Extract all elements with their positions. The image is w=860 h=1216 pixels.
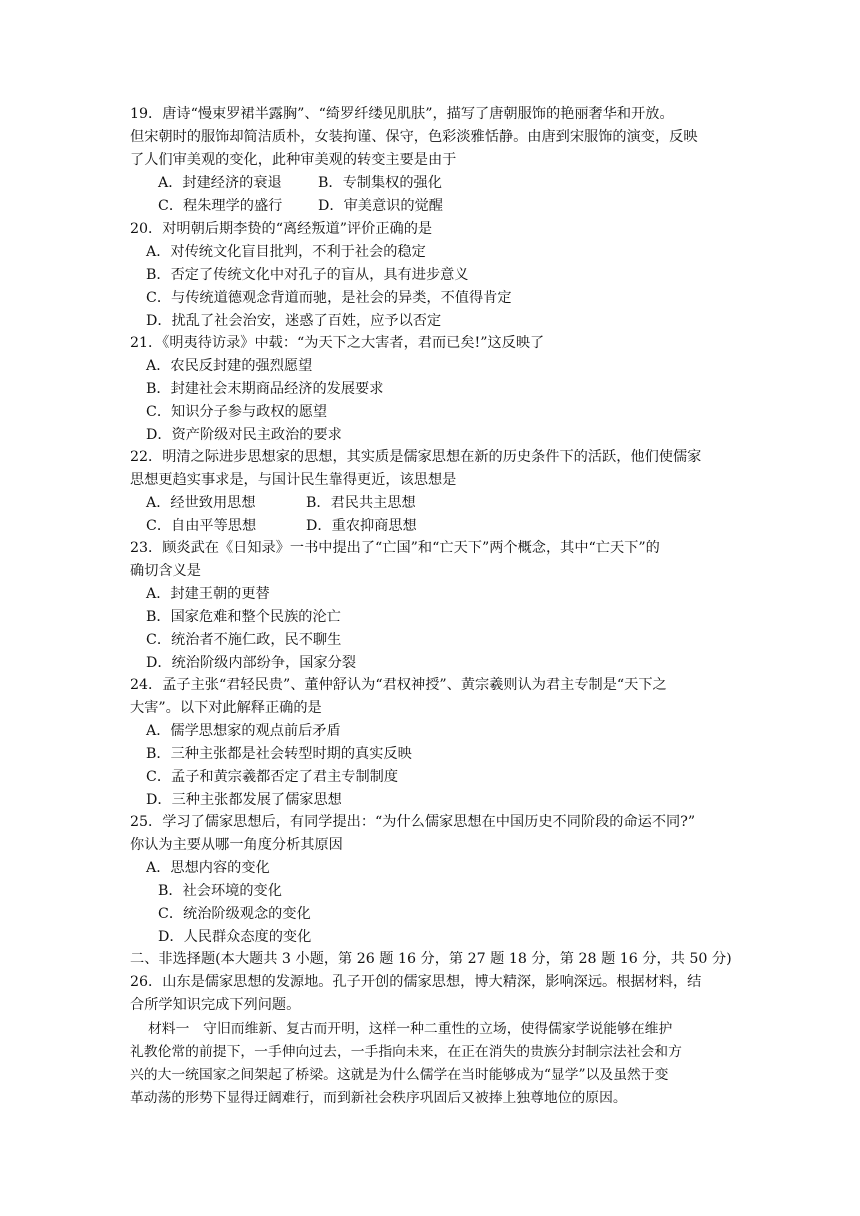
q20-option-d: D．扰乱了社会治安，迷惑了百姓，应予以否定 — [146, 313, 442, 329]
q25-line-2: 你认为主要从哪一角度分析其原因 — [130, 837, 343, 853]
q23-option-b: B．国家危难和整个民族的沦亡 — [146, 609, 341, 625]
q20-option-a: A．对传统文化盲目批判，不利于社会的稳定 — [146, 244, 426, 260]
q23-line-2: 确切含义是 — [130, 563, 201, 579]
q26-line-1: 26．山东是儒家思想的发源地。孔子开创的儒家思想，博大精深，影响深远。根据材料，结 — [130, 974, 702, 990]
q24-line-2: 大害”。以下对此解释正确的是 — [130, 700, 322, 716]
q22-option-a: A．经世致用思想 — [146, 495, 256, 511]
q22-option-d: D．重农抑商思想 — [306, 518, 417, 534]
material1-line-4: 革动荡的形势下显得迂阔难行，而到新社会秩序巩固后又被捧上独尊地位的原因。 — [130, 1090, 627, 1106]
q19-option-c: C．程朱理学的盛行 — [158, 198, 283, 214]
q19-option-b: B．专制集权的强化 — [318, 175, 442, 191]
q24-option-b: B．三种主张都是社会转型时期的真实反映 — [146, 746, 412, 762]
q19-line-3: 了人们审美观的变化，此种审美观的转变主要是由于 — [130, 152, 457, 168]
q19-option-a: A．封建经济的衰退 — [158, 175, 282, 191]
q25-option-b: B．社会环境的变化 — [158, 883, 282, 899]
q21-line-1: 21．《明夷待访录》中载：“为天下之大害者，君而已矣!”这反映了 — [130, 335, 545, 351]
q22-options-row-2 — [146, 515, 417, 537]
q25-option-d: D．人民群众态度的变化 — [158, 929, 312, 945]
q25-option-c: C．统治阶级观念的变化 — [158, 906, 311, 922]
q24-option-a: A．儒学思想家的观点前后矛盾 — [146, 723, 341, 739]
q20-option-b: B．否定了传统文化中对孔子的盲从，具有进步意义 — [146, 267, 469, 283]
q22-option-c: C．自由平等思想 — [146, 518, 257, 534]
q21-option-a: A．农民反封建的强烈愿望 — [146, 358, 313, 374]
material1-line-2: 礼教伦常的前提下，一手伸向过去，一手指向未来，在正在消失的贵族分封制宗法社会和方 — [130, 1044, 682, 1060]
q23-option-a: A．封建王朝的更替 — [146, 586, 270, 602]
q22-option-b: B．君民共主思想 — [306, 495, 416, 511]
q21-option-d: D．资产阶级对民主政治的要求 — [146, 427, 342, 443]
q22-line-2: 思想更趋实事求是，与国计民生靠得更近，该思想是 — [130, 472, 457, 488]
q26-line-2: 合所学知识完成下列问题。 — [130, 997, 301, 1013]
material1-line-3: 兴的大一统国家之间架起了桥梁。这就是为什么儒学在当时能够成为“显学”以及虽然于变 — [130, 1067, 669, 1083]
q19-option-d: D．审美意识的觉醒 — [318, 198, 443, 214]
q20-line-1: 20．对明朝后期李贽的“离经叛道”评价正确的是 — [130, 221, 433, 237]
material1-line-1: 材料一 守旧而维新、复古而开明，这样一种二重性的立场，使得儒家学说能够在维护 — [148, 1021, 673, 1037]
q24-option-d: D．三种主张都发展了儒家思想 — [146, 792, 342, 808]
q21-option-b: B．封建社会末期商品经济的发展要求 — [146, 381, 384, 397]
q25-line-1: 25．学习了儒家思想后，有同学提出：“为什么儒家思想在中国历史不同阶段的命运不同?” — [130, 814, 696, 830]
q19-line-1: 19．唐诗“慢束罗裙半露胸”、“绮罗纤缕见肌肤”，描写了唐朝服饰的艳丽奢华和开放。 — [130, 106, 674, 122]
q22-options-row-1 — [146, 492, 416, 514]
q23-option-d: D．统治阶级内部纷争，国家分裂 — [146, 655, 357, 671]
q19-options-row-2 — [158, 195, 443, 217]
q25-option-a: A．思想内容的变化 — [146, 860, 270, 876]
q22-line-1: 22．明清之际进步思想家的思想，其实质是儒家思想在新的历史条件下的活跃，他们使儒家 — [130, 449, 702, 465]
q23-option-c: C．统治者不施仁政，民不聊生 — [146, 632, 342, 648]
q19-options-row-1 — [158, 172, 442, 194]
q21-option-c: C．知识分子参与政权的愿望 — [146, 404, 328, 420]
q24-line-1: 24．孟子主张“君轻民贵”、董仲舒认为“君权神授”、黄宗羲则认为君主专制是“天下之 — [130, 677, 667, 693]
section2-heading: 二、非选择题(本大题共 3 小题，第 26 题 16 分，第 27 题 18 分，第 28 题 16 分，共 50 分) — [130, 951, 732, 967]
q24-option-c: C．孟子和黄宗羲都否定了君主专制制度 — [146, 769, 399, 785]
q23-line-1: 23．顾炎武在《日知录》一书中提出了“亡国”和“亡天下”两个概念，其中“亡天下”的 — [130, 540, 660, 556]
q19-line-2: 但宋朝时的服饰却简洁质朴，女装拘谨、保守，色彩淡雅恬静。由唐到宋服饰的演变，反映 — [130, 129, 698, 145]
q20-option-c: C．与传统道德观念背道而驰，是社会的异类，不值得肯定 — [146, 290, 512, 306]
